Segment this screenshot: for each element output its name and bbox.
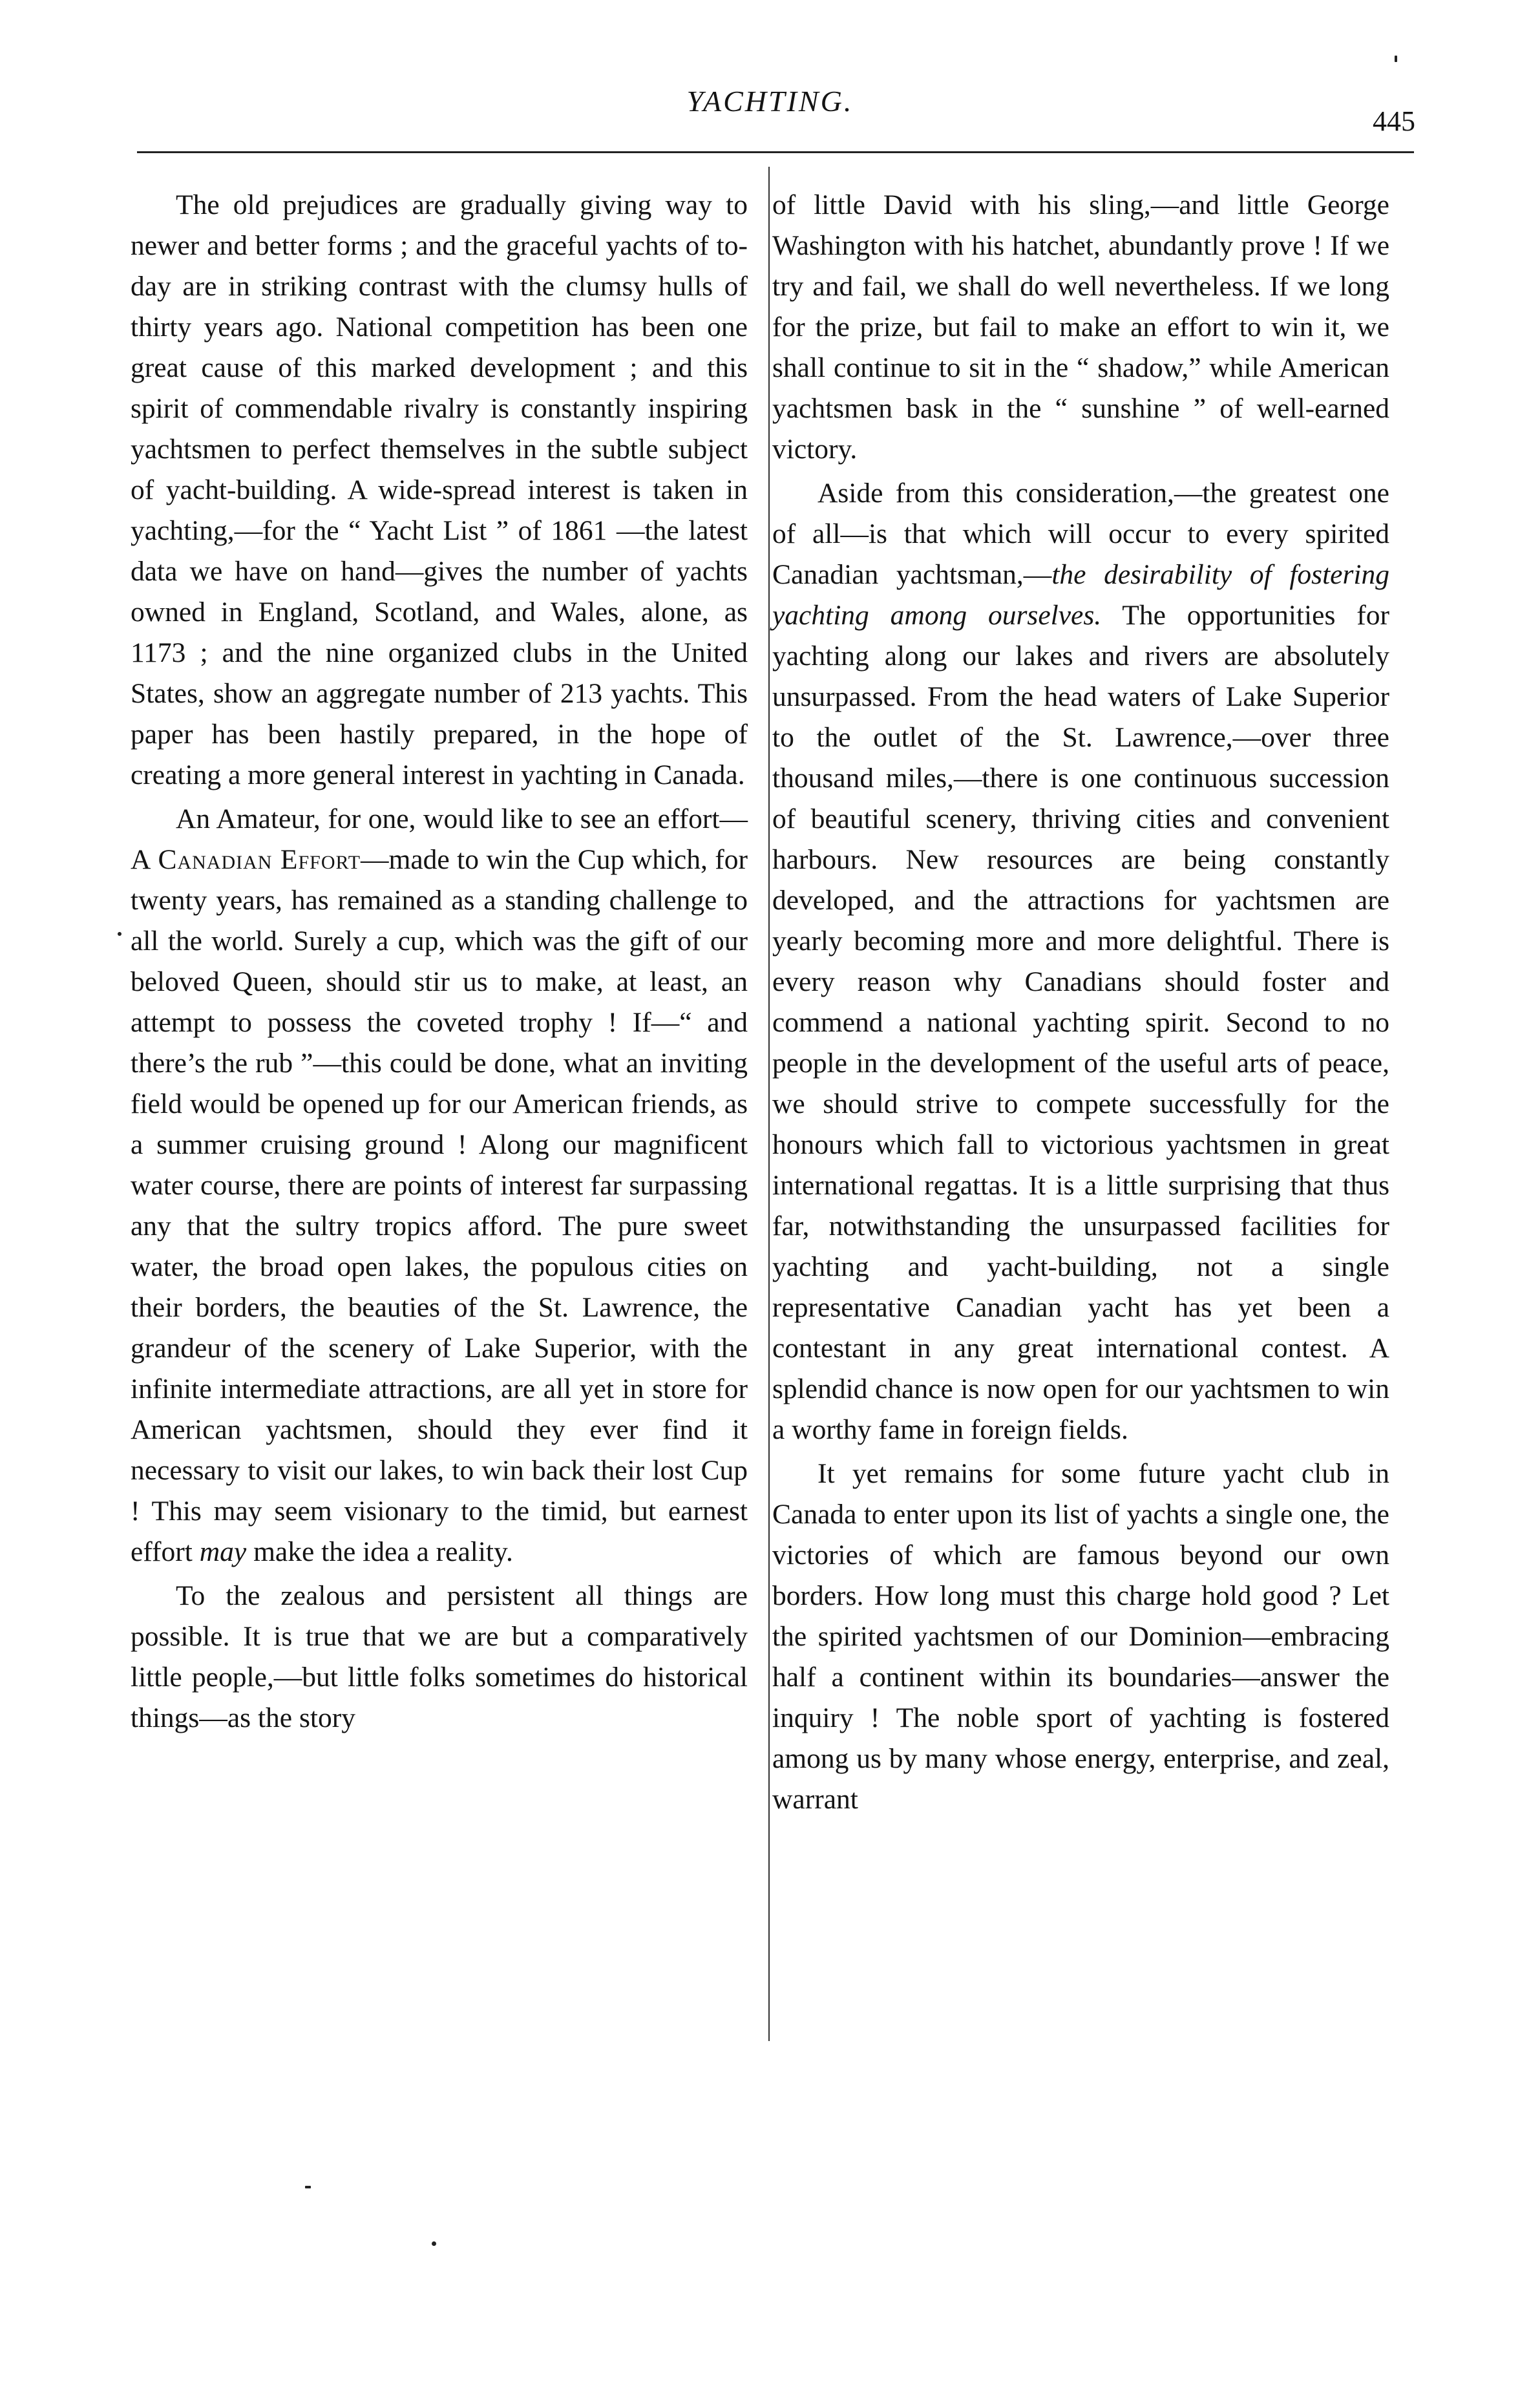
left-column xyxy=(131,185,748,1739)
small-caps-text: A Canadian Effort xyxy=(131,844,361,875)
paragraph xyxy=(772,473,1389,1450)
ink-speck xyxy=(432,2241,436,2246)
right-column xyxy=(772,185,1389,1820)
paragraph: To the zealous and persistent all things are possible. It is true that we are but a comparatively little people,—but little folks sometimes do historical things—as the story xyxy=(131,1580,748,1733)
text-run: The opportunities for yachting along our lakes and rivers are absolutely unsurpassed. From the head waters of Lake Superior to the outlet of the St. Lawrence,—over three thousand miles,—there is one continuous succession of beautiful scenery, thriving cities and convenient harbours. New resources are being constantly developed, and the attractions for yachtsmen are yearly becoming more and more delightful. There is every reason why Canadians should foster and commend a national yachting spirit. Second to no people in the development of the useful arts of peace, we should strive to compete successfully for the honours which fall to victorious yachtsmen in great international regattas. It is a little surprising that thus far, notwithstanding the unsurpassed facilities for yachting and yacht-building, not a single representative Canadian yacht has yet been a contestant in any great international contest. A splendid chance is now open for our yachtsmen to win a worthy fame in foreign fields. xyxy=(772,600,1389,1445)
ink-speck xyxy=(1395,56,1397,62)
text-run: Aside from this consideration,—the greatest one of all—is that which will occur to every spirited Canadian yachtsman,— xyxy=(772,478,1389,590)
paragraph: The old prejudices are gradually giving way to newer and better forms ; and the graceful yachts of to-day are in striking contrast with the clumsy hulls of thirty years ago. National competition has been one great cause of this marked development ; and this spirit of commendable rivalry is constantly inspiring yachtsmen to perfect themselves in the subtle subject of yacht-building. A wide-spread interest is taken in yachting,—for the “ Yacht List ” of 1861 —the latest data we have on hand—gives the number of yachts owned in England, Scotland, and Wales, alone, as 1173 ; and the nine organized clubs in the United States, show an aggregate number of 213 yachts. This paper has been hastily prepared, in the hope of creating a more general interest in yachting in Canada. xyxy=(131,189,748,790)
text-run: make the idea a reality. xyxy=(246,1536,513,1567)
text-run: —made to win the Cup which, for twenty years, has remained as a standing challenge to all the world. Surely a cup, which was the gift of our beloved Queen, should stir us to make, at least, an attempt to possess the coveted trophy ! If—“ and there’s the rub ”—this could be done, what an inviting field would be opened up for our American friends, as a summer cruising ground ! Along our magnificent water course, there are points of interest far surpassing any that the sultry tropics afford. The pure sweet water, the broad open lakes, the populous cities on their borders, the beauties of the St. Lawrence, the grandeur of the scenery of Lake Superior, with the infinite intermediate attractions, are all yet in store for American yachtsmen, should they ever find it necessary to visit our lakes, to win back their lost Cup ! This may seem visionary to the timid, but earnest effort xyxy=(131,844,748,1567)
paragraph xyxy=(131,799,748,1572)
column-divider xyxy=(768,167,770,2041)
italic-text: the desirability of fostering yachting among ourselves. xyxy=(772,559,1389,631)
text-run: An Amateur, for one, would like to see an effort— xyxy=(176,803,748,834)
italic-text: may xyxy=(199,1536,247,1567)
ink-speck xyxy=(118,932,121,936)
paragraph: It yet remains for some future yacht club in Canada to enter upon its list of yachts a single one, the victories of which are famous beyond our own borders. How long must this charge hold good ? Let the spirited yachtsmen of our Dominion—embracing half a continent within its boundaries—answer the inquiry ! The noble sport of yachting is fostered among us by many whose energy, enterprise, and zeal, warrant xyxy=(772,1458,1389,1815)
header-rule xyxy=(137,151,1414,153)
page-number: 445 xyxy=(1373,105,1415,137)
running-title: YACHTING. xyxy=(686,85,854,118)
paragraph-continued: of little David with his sling,—and little George Washington with his hatchet, abundantly prove ! If we try and fail, we shall do well nevertheless. If we long for the prize, but fail to make an effort to win it, we shall continue to sit in the “ shadow,” while American yachtsmen bask in the “ sunshine ” of well-earned victory. xyxy=(772,189,1389,465)
ink-speck xyxy=(305,2186,311,2188)
